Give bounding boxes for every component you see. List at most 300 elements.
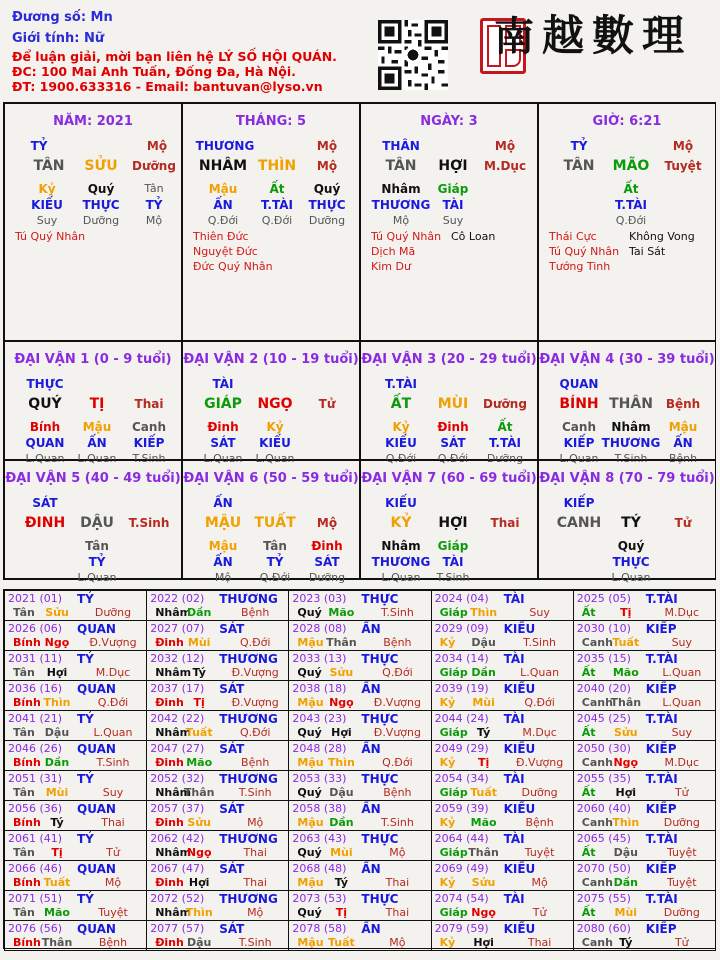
annual-stem: Nhâm bbox=[155, 846, 192, 859]
annual-branch: Tuất bbox=[470, 786, 497, 799]
annual-ten-god: T.TÀI bbox=[645, 592, 678, 606]
annual-ten-god: QUAN bbox=[77, 622, 116, 636]
pillar-item: Ất bbox=[623, 182, 639, 196]
pillar-item: Quý bbox=[87, 182, 115, 196]
annual-year: 2049 (29) bbox=[434, 742, 489, 755]
annual-ten-god: THỰC bbox=[361, 832, 399, 846]
annual-cell bbox=[146, 590, 289, 621]
annual-ten-god: QUAN bbox=[77, 922, 116, 936]
annual-stem: Mậu bbox=[297, 756, 324, 769]
annual-cell bbox=[4, 920, 147, 951]
annual-stem: Kỷ bbox=[439, 756, 456, 769]
pillar-item: TỶ bbox=[570, 139, 588, 153]
pillar-item: Bệnh bbox=[665, 397, 701, 411]
annual-branch: Tuất bbox=[327, 936, 355, 949]
star-name: Đức Quý Nhân bbox=[193, 260, 273, 273]
cell-title: ĐẠI VẬN 3 (20 - 29 tuổi) bbox=[361, 352, 537, 367]
pillar-item: THÌN bbox=[257, 158, 297, 174]
annual-stem: Quý bbox=[297, 846, 322, 859]
pillar-item: Ất bbox=[497, 420, 513, 434]
pillar-item: Mộ bbox=[672, 139, 694, 153]
pillar-item: NGỌ bbox=[257, 396, 293, 412]
pillar-item: Tân bbox=[144, 182, 164, 195]
annual-phase: T.Sinh bbox=[380, 606, 414, 619]
pillar-item: TUẤT bbox=[254, 515, 296, 531]
annual-year: 2068 (48) bbox=[292, 862, 347, 875]
pillar-item: Thai bbox=[134, 397, 164, 411]
pillar-item: Thai bbox=[490, 516, 520, 530]
annual-ten-god: KIẾU bbox=[503, 862, 536, 876]
dai-van-cell bbox=[360, 460, 538, 584]
annual-branch: Dậu bbox=[44, 726, 70, 739]
pillar-item: NHÂM bbox=[198, 158, 248, 174]
annual-stem: Bính bbox=[13, 696, 41, 709]
annual-ten-god: THỰC bbox=[361, 592, 399, 606]
pillar-item: Canh bbox=[132, 420, 166, 434]
annual-stem: Mậu bbox=[297, 936, 324, 949]
annual-ten-god: THỰC bbox=[361, 652, 399, 666]
star-name: Thái Cực bbox=[549, 230, 597, 243]
cell-title: ĐẠI VẬN 7 (60 - 69 tuổi) bbox=[361, 471, 537, 486]
pillar-item: TỶ bbox=[266, 555, 284, 569]
annual-stem: Canh bbox=[581, 756, 613, 769]
pillar-item: Tuyệt bbox=[664, 159, 702, 173]
annual-phase: Bệnh bbox=[98, 936, 128, 949]
annual-cell bbox=[573, 710, 716, 741]
annual-branch: Hợi bbox=[46, 666, 68, 679]
annual-luck-table bbox=[3, 589, 716, 949]
annual-year: 2025 (05) bbox=[576, 592, 631, 605]
annual-branch: Sửu bbox=[329, 666, 354, 679]
annual-phase: Bệnh bbox=[383, 786, 412, 799]
annual-ten-god: THƯƠNG bbox=[219, 832, 278, 846]
annual-ten-god: T.TÀI bbox=[645, 652, 678, 666]
annual-ten-god: ẤN bbox=[361, 922, 381, 936]
annual-year: 2080 (60) bbox=[576, 922, 631, 935]
annual-year: 2044 (24) bbox=[434, 712, 489, 725]
annual-stem: Ất bbox=[581, 726, 596, 739]
annual-branch: Mùi bbox=[187, 636, 211, 649]
pillar-item: TÂN bbox=[385, 158, 417, 174]
cell-title: NĂM: 2021 bbox=[53, 114, 133, 129]
cell-title: ĐẠI VẬN 6 (50 - 59 tuổi) bbox=[183, 471, 359, 486]
pillar-item: T.Sinh bbox=[436, 571, 470, 584]
star-name: Dịch Mã bbox=[371, 245, 416, 258]
annual-stem: Quý bbox=[297, 726, 322, 739]
annual-cell bbox=[146, 800, 289, 831]
annual-cell bbox=[431, 770, 574, 801]
annual-year: 2071 (51) bbox=[8, 892, 63, 905]
annual-ten-god: TỶ bbox=[77, 772, 94, 786]
annual-stem: Nhâm bbox=[155, 726, 192, 739]
pillar-item: KIẾU bbox=[259, 436, 291, 450]
annual-branch: Ngọ bbox=[186, 846, 212, 859]
pillar-cell bbox=[182, 103, 360, 341]
dai-van-cell bbox=[182, 341, 360, 465]
annual-phase: Tuyệt bbox=[666, 846, 697, 859]
annual-branch: Ngọ bbox=[613, 756, 639, 769]
annual-branch: Dần bbox=[471, 666, 496, 679]
annual-branch: Dậu bbox=[613, 846, 638, 859]
annual-branch: Dậu bbox=[471, 636, 496, 649]
pillar-item: Mộ bbox=[145, 214, 163, 227]
pillar-item: Suy bbox=[442, 214, 464, 227]
pillar-item: Suy bbox=[36, 214, 58, 227]
annual-ten-god: SÁT bbox=[219, 862, 245, 876]
annual-ten-god: TÀI bbox=[503, 652, 525, 666]
annual-branch: Tý bbox=[334, 876, 349, 889]
pillar-item: Mộ bbox=[494, 139, 516, 153]
annual-ten-god: ẤN bbox=[361, 862, 381, 876]
annual-phase: Mộ bbox=[389, 846, 406, 859]
annual-cell bbox=[431, 620, 574, 651]
pillar-item: MÃO bbox=[612, 158, 650, 174]
annual-phase: L.Quan bbox=[662, 696, 702, 709]
annual-branch: Hợi bbox=[473, 936, 494, 949]
annual-branch: Tuất bbox=[43, 876, 71, 889]
annual-stem: Bính bbox=[13, 936, 41, 949]
annual-stem: Ất bbox=[581, 786, 596, 799]
annual-branch: Hợi bbox=[331, 726, 352, 739]
annual-stem: Giáp bbox=[439, 666, 468, 679]
pillar-item: ẤN bbox=[87, 436, 107, 450]
annual-stem: Quý bbox=[297, 786, 322, 799]
annual-year: 2060 (40) bbox=[576, 802, 631, 815]
contact-line-2: ĐC: 100 Mai Anh Tuấn, Đống Đa, Hà Nội. bbox=[12, 64, 296, 79]
annual-phase: L.Quan bbox=[93, 726, 133, 739]
annual-branch: Thìn bbox=[327, 756, 355, 769]
annual-cell bbox=[431, 890, 574, 921]
annual-ten-god: KIẾU bbox=[503, 742, 536, 756]
annual-cell bbox=[288, 890, 431, 921]
annual-ten-god: TÀI bbox=[503, 892, 525, 906]
annual-year: 2055 (35) bbox=[576, 772, 631, 785]
annual-cell bbox=[288, 800, 431, 831]
annual-stem: Quý bbox=[297, 606, 322, 619]
annual-year: 2074 (54) bbox=[434, 892, 489, 905]
annual-cell bbox=[573, 830, 716, 861]
annual-cell bbox=[431, 800, 574, 831]
pillar-item: TỶ bbox=[145, 198, 163, 212]
pillar-item: L.Quan bbox=[25, 452, 65, 465]
annual-phase: Bệnh bbox=[241, 606, 270, 619]
annual-ten-god: THƯƠNG bbox=[219, 892, 278, 906]
pillar-item: KIẾU bbox=[31, 198, 63, 212]
annual-ten-god: TÀI bbox=[503, 712, 525, 726]
annual-year: 2058 (38) bbox=[292, 802, 347, 815]
pillar-item: Mộ bbox=[392, 214, 410, 227]
annual-ten-god: SÁT bbox=[219, 922, 245, 936]
pillar-item: Giáp bbox=[437, 182, 469, 196]
annual-phase: Q.Đới bbox=[382, 666, 413, 679]
pillar-item: QUAN bbox=[559, 377, 599, 391]
annual-phase: Thai bbox=[527, 936, 552, 949]
pillar-item: ẤN bbox=[213, 555, 233, 569]
annual-phase: T.Sinh bbox=[523, 636, 557, 649]
annual-cell bbox=[288, 710, 431, 741]
pillar-item: Quý bbox=[313, 182, 341, 196]
annual-stem: Kỷ bbox=[439, 816, 456, 829]
annual-branch: Thân bbox=[183, 786, 215, 799]
pillar-item: Tử bbox=[318, 397, 336, 411]
annual-phase: Đ.Vượng bbox=[373, 696, 421, 709]
annual-stem: Đinh bbox=[155, 816, 184, 829]
pillar-item: THƯƠNG bbox=[601, 436, 661, 450]
annual-ten-god: KIẾU bbox=[503, 682, 536, 696]
annual-year: 2039 (19) bbox=[434, 682, 489, 695]
annual-stem: Nhâm bbox=[155, 606, 192, 619]
annual-stem: Đinh bbox=[155, 756, 184, 769]
brand-logo: 南 越 數 理 bbox=[494, 11, 687, 60]
annual-stem: Tân bbox=[13, 846, 35, 859]
annual-stem: Canh bbox=[581, 876, 613, 889]
annual-branch: Sửu bbox=[187, 816, 211, 829]
pillar-item: CANH bbox=[556, 515, 602, 531]
annual-cell bbox=[4, 710, 147, 741]
annual-stem: Kỷ bbox=[439, 876, 456, 889]
cell-title: ĐẠI VẬN 2 (10 - 19 tuổi) bbox=[183, 352, 359, 367]
annual-phase: L.Quan bbox=[662, 666, 702, 679]
annual-phase: Mộ bbox=[389, 936, 406, 949]
annual-year: 2046 (26) bbox=[8, 742, 63, 755]
annual-cell bbox=[573, 800, 716, 831]
pillar-item: TÀI bbox=[212, 377, 234, 391]
dai-van-cell bbox=[4, 341, 182, 465]
annual-ten-god: ẤN bbox=[361, 682, 381, 696]
annual-year: 2066 (46) bbox=[8, 862, 63, 875]
annual-stem: Giáp bbox=[439, 906, 468, 919]
annual-phase: M.Dục bbox=[664, 756, 700, 769]
annual-phase: Tử bbox=[106, 846, 120, 859]
pillar-item: Mộ bbox=[146, 139, 168, 153]
annual-ten-god: KIẾP bbox=[645, 862, 677, 876]
annual-branch: Mão bbox=[328, 606, 355, 619]
annual-ten-god: THƯƠNG bbox=[219, 652, 278, 666]
annual-branch: Tý bbox=[619, 936, 633, 949]
pillar-item: Giáp bbox=[437, 539, 469, 553]
annual-year: 2077 (57) bbox=[150, 922, 205, 935]
qr-code-icon[interactable] bbox=[378, 20, 448, 90]
annual-year: 2034 (14) bbox=[434, 652, 489, 665]
pillar-item: HỢI bbox=[438, 158, 468, 174]
annual-year: 2035 (15) bbox=[576, 652, 631, 665]
annual-ten-god: SÁT bbox=[219, 622, 245, 636]
annual-phase: Thai bbox=[385, 906, 410, 919]
annual-year: 2045 (25) bbox=[576, 712, 631, 725]
annual-phase: T.Sinh bbox=[96, 756, 130, 769]
pillar-item: ẤN bbox=[673, 436, 693, 450]
pillar-item: TÂN bbox=[563, 158, 595, 174]
annual-branch: Thìn bbox=[185, 906, 213, 919]
annual-cell bbox=[288, 830, 431, 861]
pillar-item: Dưỡng bbox=[308, 214, 346, 227]
annual-branch: Sửu bbox=[471, 876, 496, 889]
annual-year: 2038 (18) bbox=[292, 682, 347, 695]
annual-cell bbox=[146, 770, 289, 801]
annual-phase: Mộ bbox=[247, 906, 264, 919]
pillar-item: SÁT bbox=[32, 496, 58, 510]
dai-van-cell bbox=[538, 460, 716, 584]
annual-stem: Nhâm bbox=[155, 666, 192, 679]
pillar-item: Mậu bbox=[82, 420, 112, 434]
annual-ten-god: THỰC bbox=[361, 892, 399, 906]
star-name: Không Vong bbox=[629, 230, 695, 243]
annual-year: 2079 (59) bbox=[434, 922, 489, 935]
annual-ten-god: SÁT bbox=[219, 742, 245, 756]
annual-cell bbox=[4, 650, 147, 681]
annual-stem: Ất bbox=[581, 906, 596, 919]
pillar-item: QUÝ bbox=[28, 396, 62, 412]
pillar-item: Q.Đới bbox=[437, 452, 469, 465]
annual-cell bbox=[146, 860, 289, 891]
annual-phase: Đ.Vượng bbox=[89, 636, 137, 649]
star-list bbox=[371, 229, 495, 274]
annual-ten-god: THƯƠNG bbox=[219, 712, 278, 726]
pillar-item: SÁT bbox=[210, 436, 236, 450]
annual-cell bbox=[146, 920, 289, 951]
annual-phase: Tử bbox=[674, 936, 689, 949]
annual-branch: Sửu bbox=[45, 606, 69, 619]
annual-year: 2043 (23) bbox=[292, 712, 347, 725]
pillar-item: Nhâm bbox=[381, 539, 421, 553]
annual-branch: Thìn bbox=[43, 696, 71, 709]
annual-stem: Kỷ bbox=[439, 936, 456, 949]
pillar-item: THƯƠNG bbox=[371, 198, 431, 212]
annual-branch: Tý bbox=[192, 666, 206, 679]
annual-year: 2037 (17) bbox=[150, 682, 205, 695]
annual-phase: Mộ bbox=[531, 876, 548, 889]
annual-stem: Đinh bbox=[155, 876, 184, 889]
annual-phase: Tuyệt bbox=[524, 846, 555, 859]
annual-year: 2056 (36) bbox=[8, 802, 63, 815]
annual-phase: Bệnh bbox=[525, 816, 554, 829]
annual-ten-god: TỶ bbox=[77, 712, 94, 726]
pillar-item: T.TÀI bbox=[615, 198, 647, 212]
pillar-item: L.Quan bbox=[611, 571, 651, 584]
annual-cell bbox=[4, 770, 147, 801]
contact-line-1: Để luận giải, mời bạn liên hệ LÝ SỐ HỘI QUÁN. bbox=[12, 49, 337, 64]
annual-stem: Kỷ bbox=[439, 696, 456, 709]
annual-year: 2061 (41) bbox=[8, 832, 63, 845]
annual-branch: Mùi bbox=[45, 786, 69, 799]
annual-cell bbox=[4, 800, 147, 831]
annual-stem: Giáp bbox=[439, 726, 468, 739]
annual-cell bbox=[573, 590, 716, 621]
annual-branch: Mão bbox=[470, 816, 497, 829]
pillar-item: ĐINH bbox=[24, 515, 66, 531]
annual-phase: Thai bbox=[385, 876, 410, 889]
annual-phase: Q.Đới bbox=[239, 726, 271, 739]
pillar-item: THÂN bbox=[609, 396, 653, 412]
pillar-item: Dưỡng bbox=[82, 214, 120, 227]
annual-cell bbox=[431, 680, 574, 711]
annual-branch: Thân bbox=[326, 636, 357, 649]
annual-cell bbox=[288, 740, 431, 771]
cell-title: ĐẠI VẬN 8 (70 - 79 tuổi) bbox=[539, 471, 715, 486]
pillar-item: Tân bbox=[85, 539, 109, 553]
annual-ten-god: THỰC bbox=[361, 772, 399, 786]
annual-cell bbox=[288, 860, 431, 891]
pillar-item: Ất bbox=[269, 182, 285, 196]
annual-year: 2021 (01) bbox=[8, 592, 63, 605]
pillar-item: Q.Đới bbox=[615, 214, 647, 227]
annual-stem: Kỷ bbox=[439, 636, 456, 649]
annual-phase: Thai bbox=[243, 876, 267, 889]
pillar-item: TÀI bbox=[442, 555, 464, 569]
annual-ten-god: QUAN bbox=[77, 802, 116, 816]
dai-van-cell bbox=[360, 341, 538, 465]
annual-phase: M.Dục bbox=[664, 606, 700, 619]
annual-phase: Bệnh bbox=[241, 756, 270, 769]
pillar-item: T.TÀI bbox=[385, 377, 417, 391]
star-name: Tú Quý Nhân bbox=[15, 230, 86, 243]
star-name: Cô Loan bbox=[451, 230, 496, 243]
annual-ten-god: THƯƠNG bbox=[219, 772, 278, 786]
annual-ten-god: KIẾU bbox=[503, 802, 536, 816]
annual-branch: Mão bbox=[44, 906, 70, 919]
annual-year: 2073 (53) bbox=[292, 892, 347, 905]
annual-cell bbox=[4, 620, 147, 651]
annual-stem: Quý bbox=[297, 666, 322, 679]
pillar-item: QUAN bbox=[25, 436, 65, 450]
annual-ten-god: KIẾP bbox=[645, 922, 677, 936]
annual-cell bbox=[573, 650, 716, 681]
pillar-item: TỶ bbox=[30, 139, 48, 153]
star-list bbox=[15, 229, 95, 244]
cell-title: THÁNG: 5 bbox=[235, 114, 307, 129]
pillar-item: KỶ bbox=[390, 515, 412, 531]
pillar-item: TỶ bbox=[88, 555, 106, 569]
pillar-item: GIÁP bbox=[204, 396, 242, 412]
annual-ten-god: TỶ bbox=[77, 652, 94, 666]
annual-year: 2064 (44) bbox=[434, 832, 489, 845]
pillar-item: KIẾP bbox=[563, 496, 595, 510]
annual-cell bbox=[573, 890, 716, 921]
annual-cell bbox=[431, 920, 574, 951]
annual-stem: Ất bbox=[581, 606, 596, 619]
annual-cell bbox=[4, 830, 147, 861]
annual-stem: Giáp bbox=[439, 606, 468, 619]
pillar-item: Quý bbox=[617, 539, 645, 553]
pillar-item: SỬU bbox=[84, 158, 118, 174]
annual-year: 2024 (04) bbox=[434, 592, 489, 605]
pillar-item: Q.Đới bbox=[207, 214, 239, 227]
annual-ten-god: T.TÀI bbox=[645, 832, 678, 846]
annual-cell bbox=[146, 650, 289, 681]
annual-ten-god: SÁT bbox=[219, 682, 245, 696]
annual-year: 2029 (09) bbox=[434, 622, 489, 635]
annual-year: 2026 (06) bbox=[8, 622, 63, 635]
annual-ten-god: KIẾP bbox=[645, 802, 677, 816]
annual-cell bbox=[288, 920, 431, 951]
page-header bbox=[0, 0, 720, 102]
annual-stem: Canh bbox=[581, 696, 613, 709]
pillar-item: Mộ bbox=[316, 139, 338, 153]
pillar-item: ẤN bbox=[213, 496, 233, 510]
pillar-item: Mộ bbox=[316, 159, 338, 173]
annual-stem: Quý bbox=[297, 906, 322, 919]
annual-phase: T.Sinh bbox=[238, 786, 272, 799]
annual-year: 2023 (03) bbox=[292, 592, 347, 605]
annual-year: 2047 (27) bbox=[150, 742, 205, 755]
annual-year: 2048 (28) bbox=[292, 742, 347, 755]
annual-year: 2078 (58) bbox=[292, 922, 347, 935]
pillar-item: L.Quan bbox=[77, 452, 117, 465]
pillar-item: Mộ bbox=[214, 571, 232, 584]
annual-branch: Mão bbox=[612, 666, 639, 679]
annual-ten-god: TÀI bbox=[503, 832, 525, 846]
annual-cell bbox=[4, 860, 147, 891]
